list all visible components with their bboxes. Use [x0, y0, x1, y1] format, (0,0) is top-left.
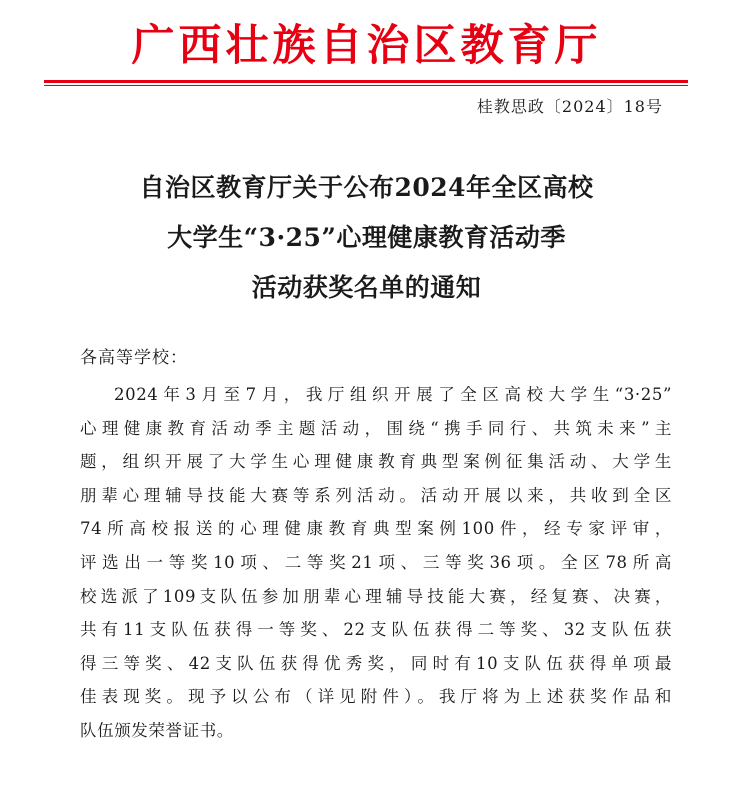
body-line: 佳表现奖。现予以公布（详见附件）。我厅将为上述获奖作品和: [80, 687, 672, 707]
body-line: 校选派了109支队伍参加朋辈心理辅导技能大赛，经复赛、决赛，: [80, 586, 672, 606]
body-line: 74所高校报送的心理健康教育典型案例100件，经专家评审，: [80, 519, 672, 539]
notice-title-line-3: 活动获奖名单的通知: [251, 273, 482, 302]
salutation: 各高等学校：: [80, 348, 188, 368]
notice-title-line-2: 大学生“3·25”心理健康教育活动季: [167, 223, 566, 252]
body-line: 朋辈心理辅导技能大赛等系列活动。活动开展以来，共收到全区: [80, 485, 672, 505]
red-header-rule: [44, 80, 688, 83]
body-line: 队伍颁发荣誉证书。: [80, 720, 234, 740]
notice-title: [0, 163, 733, 313]
body-line: 题，组织开展了大学生心理健康教育典型案例征集活动、大学生: [80, 452, 672, 472]
document-number: 桂教思政〔2024〕18号: [476, 97, 663, 116]
body-line: 评选出一等奖10项、二等奖21项、三等奖36项。全区78所高: [80, 552, 672, 572]
red-header-rule-thin: [44, 85, 688, 86]
notice-body: [80, 378, 672, 748]
body-line: 2024年3月至7月，我厅组织开展了全区高校大学生“3·25”: [114, 385, 672, 404]
body-line: 共有11支队伍获得一等奖、22支队伍获得二等奖、32支队伍获: [80, 620, 672, 640]
issuing-authority-title: 广西壮族自治区教育厅: [131, 21, 602, 71]
body-line: 得三等奖、42支队伍获得优秀奖，同时有10支队伍获得单项最: [80, 653, 672, 673]
body-line: 心理健康教育活动季主题活动，围绕“携手同行、共筑未来”主: [80, 418, 672, 438]
notice-title-line-1: 自治区教育厅关于公布2024年全区高校: [139, 173, 594, 202]
